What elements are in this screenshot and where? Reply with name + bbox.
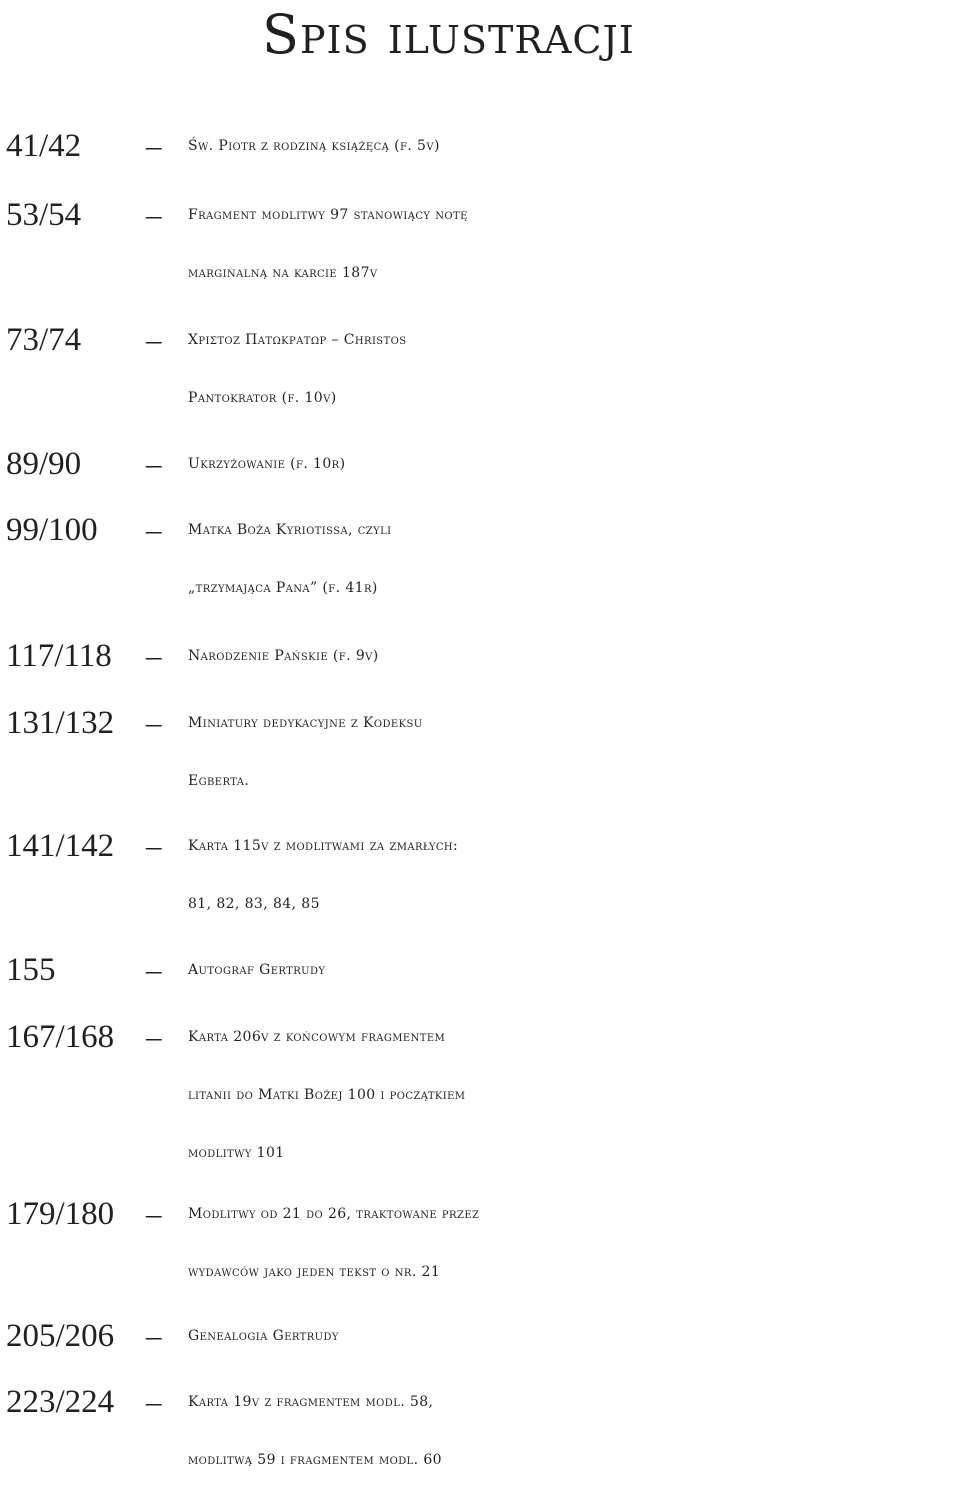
entry-caption-continued: modlitwą 59 i fragmentem modl. 60	[188, 1452, 442, 1468]
page-numbers: 205/206	[6, 1318, 115, 1354]
entry-caption: Miniatury dedykacyjne z Kodeksu	[188, 715, 423, 731]
entry-dash: –	[146, 1318, 162, 1353]
page-numbers: 155	[6, 952, 56, 988]
page-numbers: 89/90	[6, 446, 82, 482]
entry-caption: Genealogia Gertrudy	[188, 1328, 339, 1344]
entry-dash: –	[146, 705, 162, 740]
entry-caption-continued: litanii do Matki Bożej 100 i początkiem	[188, 1087, 466, 1103]
entry-dash: –	[146, 828, 162, 863]
entry-caption-continued: modlitwy 101	[188, 1145, 285, 1161]
entry-caption: Matka Boża Kyriotissa, czyli	[188, 522, 392, 538]
page-numbers: 179/180	[6, 1196, 115, 1232]
entry-dash: –	[146, 1019, 162, 1054]
entry-caption-continued: 81, 82, 83, 84, 85	[188, 896, 320, 912]
page-numbers: 117/118	[6, 638, 112, 674]
entry-dash: –	[146, 1384, 162, 1419]
entry-caption: Autograf Gertrudy	[188, 962, 326, 978]
entry-caption: Χριστοζ Πατωκρατωρ – Christos	[188, 332, 407, 348]
entry-caption: Modlitwy od 21 do 26, traktowane przez	[188, 1206, 480, 1222]
entry-caption-continued: wydawców jako jeden tekst o nr. 21	[188, 1264, 441, 1280]
entry-dash: –	[146, 197, 162, 232]
entry-caption-continued: „trzymająca Pana” (f. 41r)	[188, 580, 378, 596]
entry-caption: Św. Piotr z rodziną książęcą (f. 5v)	[188, 138, 440, 154]
entry-caption-continued: Egberta.	[188, 773, 250, 789]
entry-dash: –	[146, 952, 162, 987]
page-numbers: 53/54	[6, 197, 82, 233]
entry-caption: Karta 19v z fragmentem modl. 58,	[188, 1394, 434, 1410]
entry-dash: –	[146, 128, 162, 163]
page-numbers: 141/142	[6, 828, 115, 864]
entry-caption-continued: marginalną na karcie 187v	[188, 265, 378, 281]
entry-dash: –	[146, 1196, 162, 1231]
page-numbers: 73/74	[6, 322, 82, 358]
entry-caption: Karta 206v z końcowym fragmentem	[188, 1029, 446, 1045]
entry-caption: Ukrzyżowanie (f. 10r)	[188, 456, 346, 472]
entry-dash: –	[146, 512, 162, 547]
entry-caption: Narodzenie Pańskie (f. 9v)	[188, 648, 379, 664]
entry-caption: Karta 115v z modlitwami za zmarłych:	[188, 838, 459, 854]
page-numbers: 131/132	[6, 705, 115, 741]
entry-caption: Fragment modlitwy 97 stanowiący notę	[188, 207, 468, 223]
page-title: Spis ilustracji	[262, 3, 635, 66]
page-numbers: 41/42	[6, 128, 82, 164]
page-numbers: 223/224	[6, 1384, 115, 1420]
entry-caption-continued: Pantokrator (f. 10v)	[188, 390, 337, 406]
page-numbers: 99/100	[6, 512, 98, 548]
entry-dash: –	[146, 446, 162, 481]
entry-dash: –	[146, 322, 162, 357]
entry-dash: –	[146, 638, 162, 673]
page-numbers: 167/168	[6, 1019, 115, 1055]
